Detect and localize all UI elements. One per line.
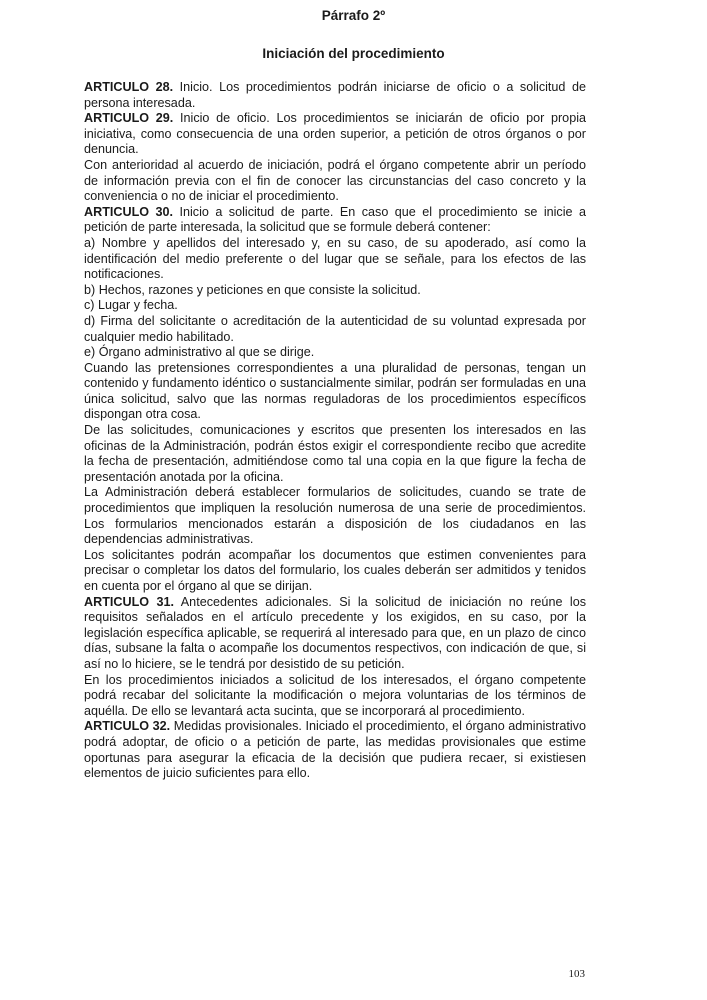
paragraph (84, 361, 586, 423)
paragraph-text: Antecedentes adicionales. Si la solicitud de iniciación no reúne los requisitos señalados en el artículo precedente y los exigidos, en su caso, por la legislación específica aplicable, se requerirá al interesado para que, en un plazo de cinco días, subsane la falta o acompañe los documentos respectivos, con indicación de que, si así no lo hiciere, se le tendrá por desistido de su petición. (84, 594, 586, 671)
paragraph-text: c) Lugar y fecha. (84, 298, 178, 313)
paragraph-text: d) Firma del solicitante o acreditación de la autenticidad de su voluntad expresada por cualquier medio habilitado. (84, 313, 586, 344)
paragraph (84, 673, 586, 720)
paragraph-text: a) Nombre y apellidos del interesado y, en su caso, de su apoderado, así como la identificación del medio preferente o del lugar que se señale, para los efectos de las notificaciones. (84, 235, 586, 282)
paragraph (84, 423, 586, 485)
paragraph-heading: Párrafo 2º (321, 8, 386, 23)
paragraph-text: Con anterioridad al acuerdo de iniciación, podrá el órgano competente abrir un período de información previa con el fin de conocer las circunstancias del caso concreto y la conveniencia o no de iniciar el procedimiento. (84, 157, 586, 204)
article-label: ARTICULO 29. (84, 111, 174, 126)
paragraph-art-32 (84, 719, 586, 781)
paragraph-art-31 (84, 595, 586, 673)
paragraph-text: Inicio de oficio. Los procedimientos se iniciarán de oficio por propia iniciativa, como consecuencia de una orden superior, a petición de otros órganos o por denuncia. (84, 111, 586, 157)
paragraph-text: Medidas provisionales. Iniciado el procedimiento, el órgano administrativo podrá adoptar, de oficio o a petición de parte, las medidas provisionales que estime oportunas para asegurar la eficacia de la decisión que pudiera recaer, si existiesen elementos de juicio suficientes para ello. (84, 719, 586, 781)
list-item-b (84, 283, 586, 299)
paragraph-text: En los procedimientos iniciados a solicitud de los interesados, el órgano competente podrá recabar del solicitante la modificación o mejora voluntarias de los términos de aquélla. De ello se levantará acta sucinta, que se incorporará al procedimiento. (84, 672, 586, 718)
paragraph-text: Los solicitantes podrán acompañar los documentos que estimen convenientes para precisar o completar los datos del formulario, los cuales deberán ser admitidos y tenidos en cuenta por el órgano al que se dirijan. (84, 547, 586, 593)
paragraph-text: Inicio a solicitud de parte. En caso que el procedimiento se inicie a petición de parte interesada, la solicitud que se formule deberá contener: (84, 204, 586, 235)
paragraph-text: e) Órgano administrativo al que se dirige. (84, 345, 315, 360)
paragraph-text: Inicio. Los procedimientos podrán iniciarse de oficio o a solicitud de persona interesada. (84, 80, 586, 110)
paragraph-text: La Administración deberá establecer formularios de solicitudes, cuando se trate de procedimientos que impliquen la resolución numerosa de una serie de procedimientos. Los formularios mencionados estarán a disposición de los ciudadanos en las dependencias administrativas. (84, 485, 586, 547)
list-item-e (84, 345, 586, 361)
page-number: 103 (568, 968, 585, 980)
section-title: Iniciación del procedimiento (262, 46, 445, 61)
list-item-c (84, 298, 586, 314)
paragraph-text: b) Hechos, razones y peticiones en que consiste la solicitud. (84, 282, 421, 297)
article-label: ARTICULO 31. (84, 594, 175, 609)
paragraph-art-30 (84, 205, 586, 236)
paragraph-text: Cuando las pretensiones correspondientes a una pluralidad de personas, tengan un contenido y fundamento idéntico o sustancialmente similar, podrán ser formuladas en una única solicitud, salvo que las normas reguladoras de los procedimientos específicos dispongan otra cosa. (84, 360, 586, 422)
list-item-a (84, 236, 586, 283)
article-label: ARTICULO 28. (84, 80, 174, 94)
paragraph (84, 548, 586, 595)
article-label: ARTICULO 32. (84, 719, 171, 734)
article-label: ARTICULO 30. (84, 204, 174, 219)
paragraph (84, 485, 586, 547)
paragraph-art-28 (84, 80, 586, 111)
paragraph-art-29 (84, 111, 586, 158)
document-body (84, 80, 586, 782)
list-item-d (84, 314, 586, 345)
paragraph-text: De las solicitudes, comunicaciones y escritos que presenten los interesados en las oficinas de la Administración, podrán éstos exigir el correspondiente recibo que acredite la fecha de presentación, admitiéndose como tal una copia en la que figure la fecha de presentación anotada por la oficina. (84, 423, 586, 484)
paragraph (84, 158, 586, 205)
